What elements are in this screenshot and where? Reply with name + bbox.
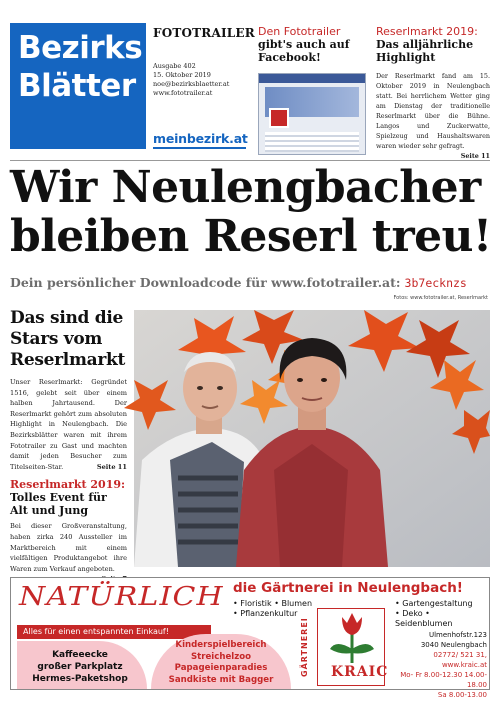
- download-code[interactable]: 3b7ecknzs: [404, 276, 467, 290]
- ad-phone-web[interactable]: 02772/ 521 31, www.kraic.at: [433, 651, 487, 669]
- ad-contact-block: [395, 630, 487, 700]
- ad-amenity: Kinderspielbereich: [175, 640, 267, 650]
- ad-service: • Gartengestaltung: [395, 599, 473, 608]
- ad-vertical-label: GÄRTNEREI: [300, 617, 309, 677]
- facebook-screenshot-image: [258, 73, 366, 155]
- market-kicker: Reserlmarkt 2019:: [376, 25, 478, 38]
- issue-email[interactable]: noe@bezirksblaetter.at: [153, 80, 230, 88]
- event-body-text: Bei dieser Großveranstaltung, haben zirka 240 Aussteller im Marktbereich mit einem vielfältigen Produktangebot ihre Waren zum Verkauf angeboten.: [10, 522, 127, 573]
- ad-service: • Deko • Seidenblumen: [395, 609, 453, 628]
- facebook-headline: gibt's auch auf Facebook!: [258, 38, 350, 64]
- ad-amenity: Hermes-Paketshop: [32, 674, 128, 684]
- ad-amenities-left: [25, 649, 135, 685]
- market-teaser: [376, 25, 490, 161]
- fototrailer-title: FOTOTRAILER: [153, 26, 255, 40]
- main-headline-line-2: bleiben Reserl treu!: [10, 211, 492, 262]
- stars-page-ref: Seite 11: [96, 462, 127, 471]
- fototrailer-info: [153, 26, 255, 98]
- issue-meta: [153, 62, 249, 98]
- ad-claim: die Gärtnerei in Neulengbach!: [233, 580, 463, 596]
- left-column: [10, 308, 127, 585]
- logo-line-1: Bezirks: [18, 30, 143, 66]
- stars-body-text: Unser Reserlmarkt: Gegründet 1516, gelebt seit über einem halben Jahrtausend. Der Reserlmarkt gehört zum absoluten Highlight in Neulengbach. Die Bezirksblätter waren mit ihrem Fototrailer zu Gast und machten damit jeden Besucher zum Titelseiten-Star.: [10, 378, 127, 471]
- issue-date: 15. Oktober 2019: [153, 71, 211, 79]
- ad-amenity: Papageienparadies: [174, 663, 268, 673]
- gaertnerei-kraic-ad[interactable]: [10, 577, 490, 699]
- main-headline-line-1: Wir Neulengbacher: [10, 162, 481, 213]
- stars-body: [10, 377, 127, 472]
- ad-hours-saturday: Sa 8.00-13.00: [437, 691, 487, 699]
- market-page-ref: Seite 11: [460, 152, 490, 160]
- ad-amenity: Sandkiste mit Bagger: [168, 674, 274, 685]
- facebook-feed-lines: [265, 132, 359, 152]
- download-code-row: [10, 272, 467, 291]
- cover-photo-illustration: [134, 310, 490, 567]
- market-body: [376, 71, 490, 160]
- stars-headline: Das sind die Stars vom Reserlmarkt: [10, 308, 126, 370]
- ad-hours-weekdays: Mo- Fr 8.00-12.30 14.00-18.00: [400, 671, 487, 689]
- ad-slogan-strip: Alles für einen entspannten Einkauf!: [17, 625, 211, 639]
- main-headline: [10, 163, 494, 261]
- facebook-profile-picture: [269, 108, 289, 128]
- header-divider: [10, 160, 490, 161]
- ad-amenity: Kaffeeecke: [52, 650, 108, 660]
- ad-service: • Pflanzenkultur: [233, 609, 298, 618]
- event-kicker: Reserlmarkt 2019:: [10, 478, 126, 492]
- tulip-icon: [318, 609, 386, 665]
- site-underline: [153, 147, 246, 149]
- photo-credit: Fotos: www.fototrailer.at, Reserlmarkt: [393, 295, 488, 301]
- kraic-logo-text: KRAIC: [331, 664, 389, 680]
- bezirksblaetter-logo: [10, 23, 146, 149]
- issue-website[interactable]: www.fototrailer.at: [153, 89, 213, 97]
- market-body-text: Der Reserlmarkt fand am 15. Oktober 2019 in Neulengbach statt. Bei herrlichem Wetter ging am Dienstag der traditionelle Reserlmarkt über die Bühne. Langos und Zuckerwatte, Spielzeug und Haushaltswaren waren wieder sehr gefragt.: [376, 72, 490, 150]
- ad-service: • Floristik • Blumen: [233, 599, 313, 608]
- ad-street: Ulmenhofstr.123: [428, 631, 487, 639]
- logo-line-2: Blätter: [18, 68, 136, 104]
- facebook-kicker: Den Fototrailer: [258, 25, 341, 38]
- facebook-teaser: [258, 25, 370, 64]
- event-body: [10, 521, 127, 574]
- market-headline: Das alljährliche Highlight: [376, 38, 474, 64]
- ad-amenity: großer Parkplatz: [37, 662, 123, 672]
- download-label: Dein persönlicher Downloadcode für www.fototrailer.at:: [10, 275, 401, 290]
- ad-city: 3040 Neulengbach: [420, 641, 487, 649]
- event-headline: Tolles Event für Alt und Jung: [10, 491, 107, 518]
- meinbezirk-link[interactable]: meinbezirk.at: [153, 131, 248, 146]
- ad-amenity: Streichelzoo: [190, 651, 252, 662]
- ad-brand-natuerlich: NATÜRLICH: [19, 582, 224, 612]
- cover-photo: [134, 310, 490, 567]
- ad-services-list-2: [395, 599, 489, 629]
- facebook-topbar: [259, 74, 365, 83]
- ad-amenities-middle: [153, 640, 289, 686]
- issue-number: Ausgabe 402: [153, 62, 196, 70]
